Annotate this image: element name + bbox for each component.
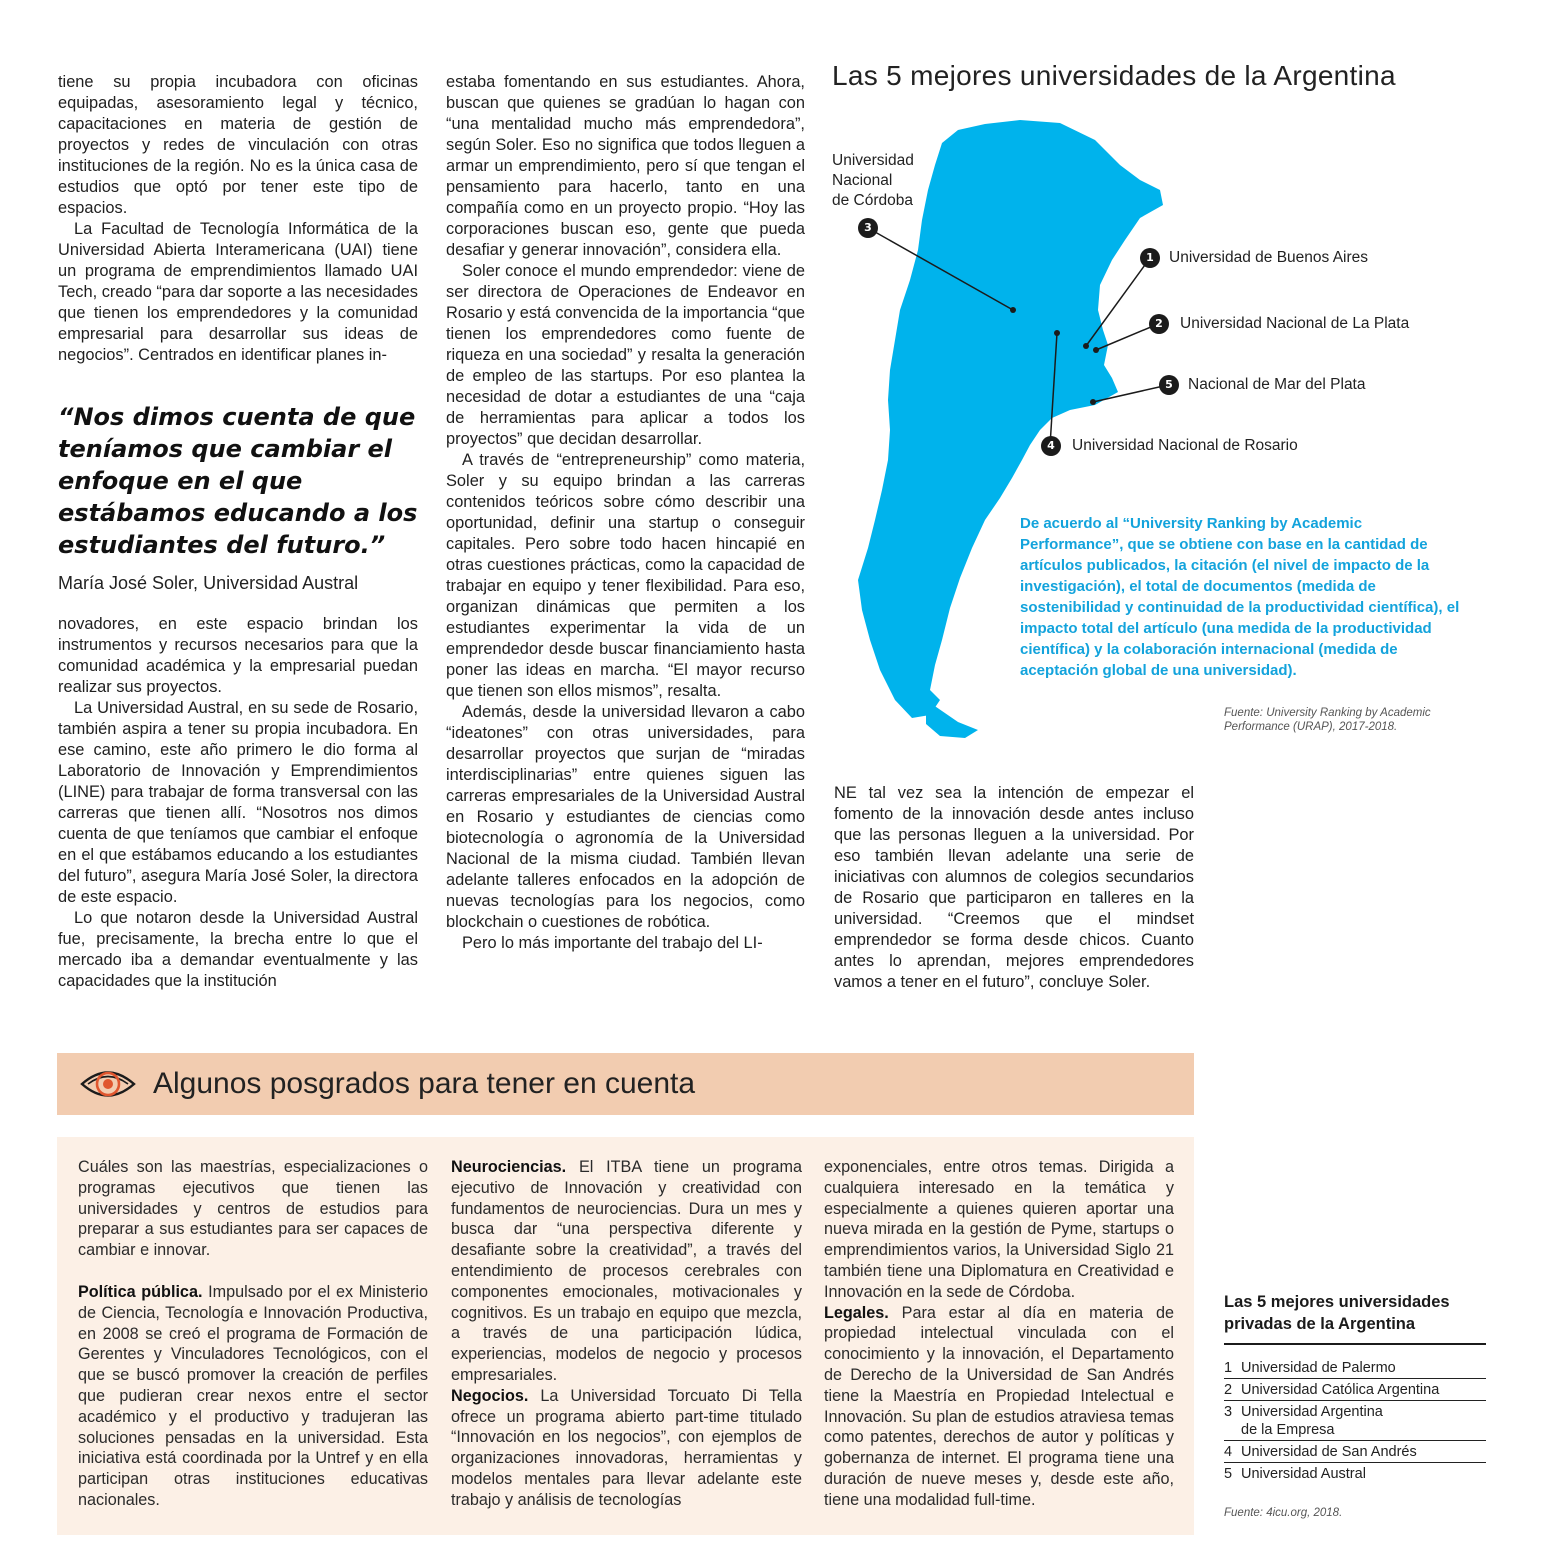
ranking-title bbox=[1224, 1291, 1486, 1345]
map-label-cordoba bbox=[832, 151, 914, 211]
map-title: Las 5 mejores universidades de la Argentina bbox=[832, 60, 1396, 91]
paragraph: novadores, en este espacio brindan los instrumentos y recursos necesarios para que la comunidad académica y la empresarial puedan realizar sus proyectos. bbox=[58, 615, 418, 696]
panel-column-1 bbox=[78, 1157, 428, 1511]
rank-name-line: de la Empresa bbox=[1241, 1422, 1335, 1438]
postgrad-banner bbox=[57, 1053, 1194, 1115]
point-2 bbox=[1093, 347, 1099, 353]
rank-number: 2 bbox=[1224, 1382, 1233, 1398]
marker-1: 1 bbox=[1140, 248, 1160, 268]
title-line: privadas de la Argentina bbox=[1224, 1315, 1416, 1333]
rank-number: 1 bbox=[1224, 1360, 1233, 1376]
panel-column-2 bbox=[451, 1157, 802, 1511]
quote-author-name: María José Soler, bbox=[58, 573, 199, 593]
rank-name: Universidad Católica Argentina bbox=[1241, 1382, 1440, 1398]
item-body: El ITBA tiene un programa ejecutivo de Innovación y creatividad con fundamentos de neurociencias. Dura un mes y busca dar “una perspectiva diferente y desafiante sobre la creatividad”, a través del entendimiento de procesos cerebrales con componentes emocionales, motivacionales y cognitivos. Es un trabajo en equipo que mezcla, a través de una participación lúdica, experiencias, modelos de negocio y procesos empresariales. bbox=[451, 1158, 802, 1384]
rank-name-line: Universidad Argentina bbox=[1241, 1404, 1383, 1420]
marker-4: 4 bbox=[1041, 436, 1061, 456]
map-label-uba: Universidad de Buenos Aires bbox=[1169, 249, 1369, 266]
rank-number: 5 bbox=[1224, 1466, 1233, 1482]
label-line: Nacional bbox=[832, 172, 893, 189]
item-heading: Negocios. bbox=[451, 1386, 529, 1405]
eye-icon bbox=[79, 1065, 137, 1103]
paragraph: Pero lo más importante del trabajo del LI- bbox=[462, 934, 763, 952]
rank-name: Universidad de Palermo bbox=[1241, 1360, 1396, 1376]
point-5 bbox=[1090, 399, 1096, 405]
article-column-3 bbox=[834, 783, 1194, 993]
panel-item-siglo21: exponenciales, entre otros temas. Dirigida a cualquiera interesado en la temática y especialmente a quienes quieren aportar una nueva mirada en la gestión de Pyme, startups o emprendimientos varios, la Universidad Siglo 21 también tiene una Diplomatura en Creatividad e Innovación en la sede de Córdoba. bbox=[824, 1158, 1174, 1301]
rank-name: Universidad de San Andrés bbox=[1241, 1444, 1417, 1460]
private-ranking bbox=[1224, 1291, 1486, 1520]
panel-item-negocios bbox=[451, 1386, 802, 1511]
source-line: Performance (URAP), 2017-2018. bbox=[1224, 721, 1398, 733]
paragraph: Además, desde la universidad llevaron a cabo “ideatones” con otras universidades, para desarrollar proyectos que surjan de “miradas interdisciplinarias” entre quienes siguen las carreras empresariales de la Universidad Austral en Rosario y estudiantes de ciencias como biotecnología o agronomía de la Universidad Nacional de la misma ciudad. También llevan adelante talleres enfocados en la adopción de nuevas tecnologías para los negocios, como blockchain o cuestiones de robótica. bbox=[446, 703, 805, 931]
article-column-1-bottom bbox=[58, 614, 418, 992]
panel-item-neurociencias bbox=[451, 1157, 802, 1386]
ranking-item bbox=[1224, 1357, 1486, 1379]
item-heading: Legales. bbox=[824, 1303, 889, 1322]
map-methodology-note: De acuerdo al “University Ranking by Academic Performance”, que se obtiene con base en la cantidad de artículos publicados, la citación (el nivel de impacto de la investigación), el total de documentos (medida de sostenibilidad y continuidad de la productividad científica), el impacto total del artículo (una medida de la productividad científica) y la colaboración internacional (medida de aceptación global de una universidad). bbox=[1020, 515, 1460, 679]
marker-3: 3 bbox=[858, 218, 878, 238]
label-line: de Córdoba bbox=[832, 192, 914, 209]
panel-item-politica bbox=[78, 1282, 428, 1511]
paragraph: A través de “entrepreneurship” como materia, Soler y su equipo brindan a las carreras contenidos teóricos sobre cómo describir una oportunidad, definir una startup o conseguir capitales. Pero sobre todo hacen hincapié en otras cuestiones prácticas, como la capacidad de trabajar en equipo y tener flexibilidad. Para eso, organizan dinámicas que permiten a los estudiantes experimentar la vida de un emprendedor desde buscar financiamiento hasta poner las ideas en marcha. “El mayor recurso que tienen son ellos mismos”, resalta. bbox=[446, 451, 805, 700]
label-line: Universidad bbox=[832, 152, 914, 169]
ranking-source: Fuente: 4icu.org, 2018. bbox=[1224, 1507, 1343, 1519]
tierra-del-fuego-shape bbox=[926, 700, 978, 738]
article-column-1-top bbox=[58, 72, 418, 366]
rank-number: 3 bbox=[1224, 1404, 1233, 1420]
paragraph: NE tal vez sea la intención de empezar el fomento de la innovación desde antes incluso que las personas lleguen a la universidad. Por eso también llevan adelante una serie de iniciativas con alumnos de colegios secundarios de Rosario que participaron en talleres en la universidad. “Creemos que el mindset emprendedor se forma desde chicos. Cuanto antes lo aprendan, mejores emprendedores vamos a tener en el futuro”, concluye Soler. bbox=[834, 784, 1194, 991]
map-label-mdp: Nacional de Mar del Plata bbox=[1188, 376, 1366, 393]
item-body: La Universidad Torcuato Di Tella ofrece un programa abierto part-time titulado “Innovación en los negocios”, con ejemplos de organizaciones innovadoras, herramientas y modelos mentales para llevar adelante este trabajo y análisis de tecnologías bbox=[451, 1386, 802, 1509]
paragraph: Soler conoce el mundo emprendedor: viene de ser directora de Operaciones de Endeavor en Rosario y está convencida de la importancia “que tienen los emprendedores como fuente de riqueza en una sociedad” y resalta la generación de empleo de las startups. Por eso plantea la necesidad de dotar a estudiantes de una “caja de herramientas para aplicar a todos los proyectos” que decidan desarrollar. bbox=[446, 262, 805, 448]
ranking-list bbox=[1224, 1357, 1486, 1484]
marker-5: 5 bbox=[1159, 375, 1179, 395]
ranking-item bbox=[1224, 1401, 1486, 1441]
ranking-item bbox=[1224, 1441, 1486, 1463]
map-label-unr: Universidad Nacional de Rosario bbox=[1072, 437, 1298, 454]
panel-intro: Cuáles son las maestrías, especializaciones o programas ejecutivos que tienen las universidades y centros de estudios para preparar a sus estudiantes para ser capaces de cambiar e innovar. bbox=[78, 1158, 428, 1260]
ranking-item bbox=[1224, 1379, 1486, 1401]
rank-name: Universidad Austral bbox=[1241, 1466, 1366, 1482]
item-heading: Neurociencias. bbox=[451, 1158, 567, 1176]
map-source bbox=[1224, 706, 1431, 734]
source-line: Fuente: University Ranking by Academic bbox=[1224, 707, 1431, 719]
ranking-item bbox=[1224, 1463, 1486, 1484]
quote-author-org: Universidad Austral bbox=[198, 573, 359, 593]
panel-item-legales bbox=[824, 1303, 1174, 1511]
paragraph: estaba fomentando en sus estudiantes. Ahora, buscan que quienes se gradúan lo hagan con “una mentalidad mucho más emprendedora”, según Soler. Eso no significa que todos lleguen a armar un emprendimiento, pero sí que tengan el pensamiento para hacerlo, tanto en una compañía como en un proyecto propio. “Hoy las corporaciones buscan eso, gente que pueda desafiar y generar innovación”, considera ella. bbox=[446, 73, 805, 259]
point-4 bbox=[1054, 330, 1060, 336]
map-label-unlp: Universidad Nacional de La Plata bbox=[1180, 315, 1410, 332]
marker-2: 2 bbox=[1149, 314, 1169, 334]
item-body: Impulsado por el ex Ministerio de Ciencia, Tecnología e Innovación Productiva, en 2008 se creó el programa de Formación de Gerentes y Vinculadores Tecnológicos, con el que se buscó promover la creación de perfiles que pudieran crear nexos entre el sector académico y el productivo y tradujeran las soluciones pensadas en la universidad. Esta iniciativa está coordinada por la Untref y en ella participan otras instituciones educativas nacionales. bbox=[78, 1282, 429, 1509]
point-1 bbox=[1083, 343, 1089, 349]
panel-column-3 bbox=[824, 1157, 1174, 1511]
point-3 bbox=[1010, 307, 1016, 313]
paragraph: Lo que notaron desde la Universidad Austral fue, precisamente, la brecha entre lo que el mercado iba a demandar eventualmente y las capacidades que la institución bbox=[58, 909, 418, 990]
banner-title: Algunos posgrados para tener en cuenta bbox=[153, 1067, 696, 1100]
paragraph: tiene su propia incubadora con oficinas equipadas, asesoramiento legal y técnico, capacitaciones en materia de gestión de proyectos y redes de vinculación con otras instituciones de la región. No es la única casa de estudios que optó por tener este tipo de espacios. bbox=[58, 73, 418, 217]
item-heading: Política pública. bbox=[78, 1282, 203, 1301]
article-column-2 bbox=[446, 72, 805, 954]
paragraph: La Universidad Austral, en su sede de Rosario, también aspira a tener su propia incubadora. En ese camino, este año primero le dio forma al Laboratorio de Innovación y Emprendimientos (LINE) para trabajar de forma transversal con las carreras que tienen allí. “Nosotros nos dimos cuenta de que teníamos que cambiar el enfoque en el que estábamos educando a los estudiantes del futuro”, asegura María José Soler, la directora de este espacio. bbox=[58, 699, 418, 906]
item-body: Para estar al día en materia de propiedad intelectual vinculada con el conocimiento y la innovación, el Departamento de Derecho de la Universidad de San Andrés tiene la Maestría en Propiedad Intelectual e Innovación. Su plan de estudios atraviesa temas como patentes, derechos de autor y políticas y gobernanza de internet. El programa tiene una duración de nueve meses y, desde este año, tiene una modalidad full-time. bbox=[824, 1303, 1174, 1509]
rank-number: 4 bbox=[1224, 1444, 1233, 1460]
paragraph: La Facultad de Tecnología Informática de la Universidad Abierta Interamericana (UAI) tiene un programa de emprendimientos llamado UAI Tech, creado “para dar soporte a las necesidades que tienen los emprendedores y la comunidad empresarial para desarrollar sus ideas de negocios”. Centrados en identificar planes in- bbox=[58, 220, 418, 364]
pull-quote-author bbox=[58, 573, 438, 594]
pull-quote: “Nos dimos cuenta de que teníamos que cambiar el enfoque en el que estábamos educando a los estudiantes del futuro.” bbox=[58, 403, 418, 559]
title-line: Las 5 mejores universidades bbox=[1224, 1293, 1450, 1311]
rank-name bbox=[1241, 1403, 1383, 1439]
